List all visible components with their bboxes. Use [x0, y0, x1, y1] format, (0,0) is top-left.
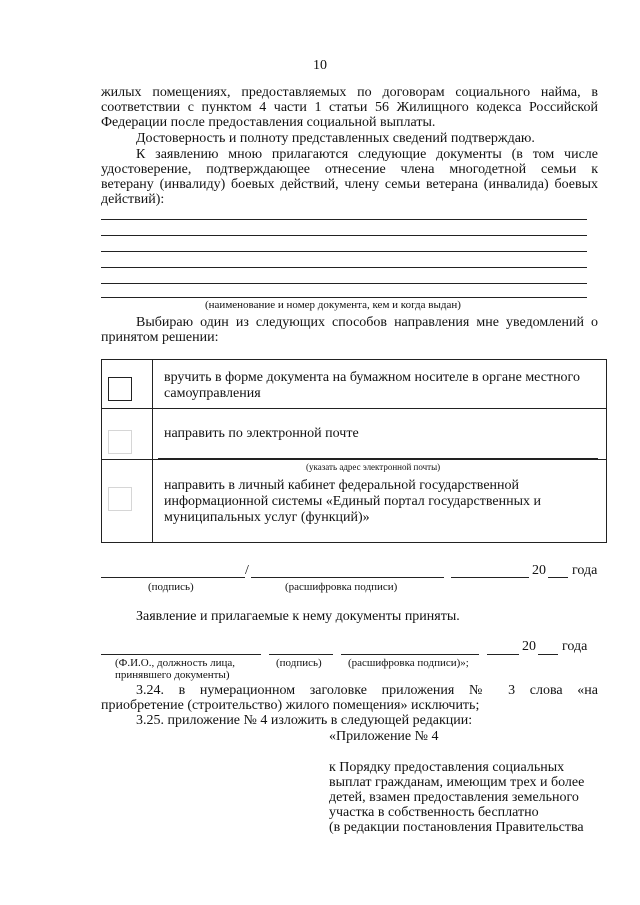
acceptor-signature-caption: (подпись) [276, 657, 322, 669]
year-blank [548, 577, 568, 578]
decryption-caption: (расшифровка подписи) [285, 581, 398, 593]
notification-method-line-2: принятом решении: [101, 330, 219, 345]
option-gosuslugi-checkbox[interactable] [108, 487, 132, 511]
page-number: 10 [313, 58, 327, 73]
option-gosuslugi-label: направить в личный кабинет федеральной государственной информационной системы «Единый портал государственных и муниципальных услуг (функций)» [164, 478, 541, 525]
acceptance-year-blank [538, 654, 558, 655]
table-row-divider [101, 459, 606, 460]
option-paper-label: вручить в форме документа на бумажном носителе в органе местного самоуправления [164, 370, 580, 401]
item-3-24-line-1: 3.24. в нумерационном заголовке приложения № 3 слова «на [136, 683, 598, 698]
option-email-checkbox[interactable] [108, 430, 132, 454]
acceptance-year-suffix: года [562, 639, 588, 654]
acceptor-name-blank [101, 654, 261, 655]
email-address-line [158, 458, 598, 459]
option-email-label: направить по электронной почте [164, 426, 359, 441]
confirmation-paragraph: Достоверность и полноту представленных сведений подтверждаю. [136, 131, 535, 146]
signature-caption: (подпись) [148, 581, 194, 593]
email-address-caption: (указать адрес электронной почты) [306, 462, 441, 472]
documents-paragraph-line-3: ветерану (инвалиду) боевых действий, члену семьи ветерана (инвалида) боевых [101, 177, 598, 192]
signature-slash: / [245, 563, 249, 578]
signature-blank [101, 577, 245, 578]
decryption-blank [251, 577, 444, 578]
document-blank-line [101, 267, 587, 268]
acceptance-date-blank [487, 654, 519, 655]
table-row-divider [101, 408, 606, 409]
document-blank-line [101, 235, 587, 236]
acceptor-decryption-caption: (расшифровка подписи)»; [348, 657, 469, 669]
signature-year-prefix: 20 [532, 563, 546, 578]
appendix-line-2: выплат гражданам, имеющим трех и более [329, 775, 585, 790]
document-blank-line [101, 283, 587, 284]
documents-paragraph-line-2: удостоверение, подтверждающее отнесение члена многодетной семьи к [101, 162, 598, 177]
paragraph-1-line-3: Федерации после предоставления социальной выплаты. [101, 115, 436, 130]
appendix-line-1: к Порядку предоставления социальных [329, 760, 565, 775]
signature-year-suffix: года [572, 563, 598, 578]
appendix-title: «Приложение № 4 [329, 729, 439, 744]
item-3-25: 3.25. приложение № 4 изложить в следующей редакции: [136, 713, 473, 728]
documents-paragraph-line-1: К заявлению мною прилагаются следующие документы (в том числе [136, 147, 598, 162]
document-blank-line [101, 251, 587, 252]
documents-caption: (наименование и номер документа, кем и когда выдан) [205, 299, 461, 311]
option-paper-checkbox[interactable] [108, 377, 132, 401]
document-blank-line [101, 219, 587, 220]
appendix-line-3: детей, взамен предоставления земельного [329, 790, 579, 805]
appendix-line-4: участка в собственность бесплатно [329, 805, 539, 820]
acceptance-year-prefix: 20 [522, 639, 536, 654]
notification-method-line-1: Выбираю один из следующих способов направления мне уведомлений о [136, 315, 598, 330]
document-blank-line [101, 297, 587, 298]
date-blank [451, 577, 529, 578]
accepted-text: Заявление и прилагаемые к нему документы приняты. [136, 609, 460, 624]
paragraph-1-line-1: жилых помещениях, предоставляемых по договорам социального найма, в [101, 85, 598, 100]
item-3-24-line-2: приобретение (строительство) жилого помещения» исключить; [101, 698, 480, 713]
table-column-divider [152, 359, 153, 542]
acceptor-signature-blank [269, 654, 333, 655]
acceptor-fio-caption-2: принявшего документы) [115, 669, 230, 681]
acceptor-decryption-blank [341, 654, 479, 655]
acceptor-fio-caption-1: (Ф.И.О., должность лица, [115, 657, 236, 669]
documents-paragraph-line-4: действий): [101, 192, 165, 207]
paragraph-1-line-2: соответствии с пунктом 4 части 1 статьи 56 Жилищного кодекса Российской [101, 100, 598, 115]
appendix-line-5: (в редакции постановления Правительства [329, 820, 584, 835]
